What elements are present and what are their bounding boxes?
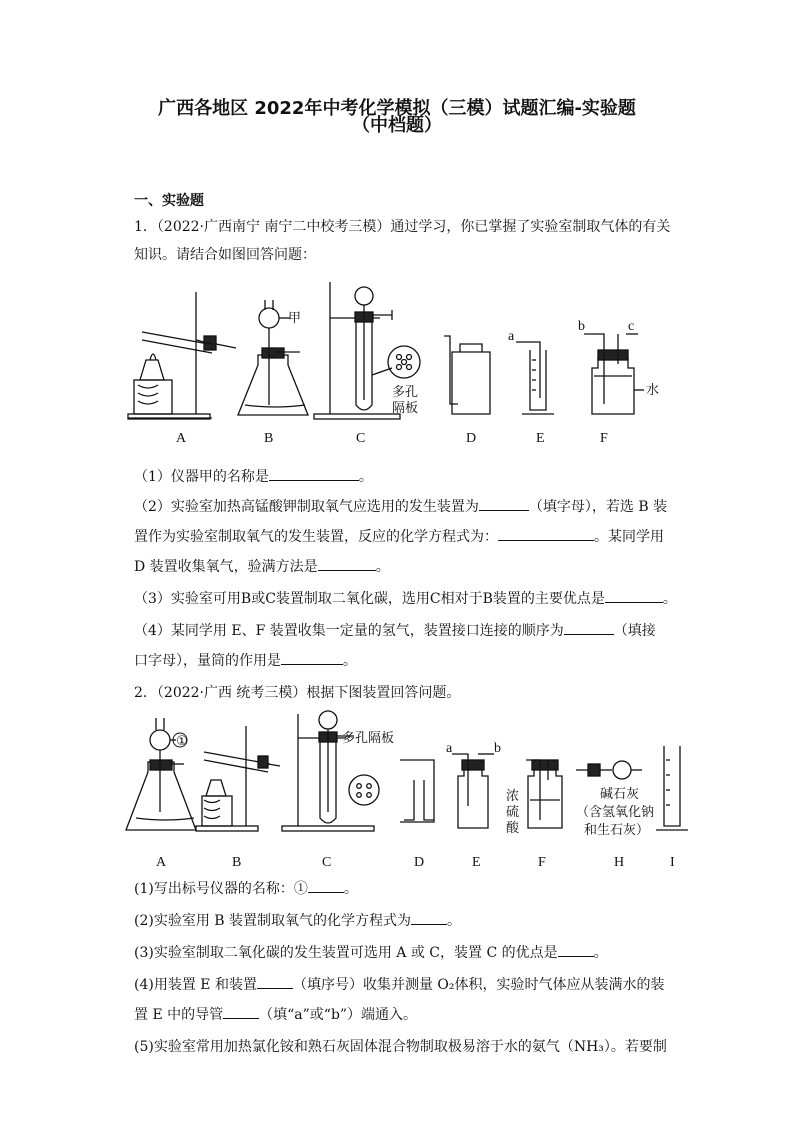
q1-label-port-a: a xyxy=(508,329,515,344)
q1-label-f: F xyxy=(600,431,608,446)
q1-part2-cont: 置作为实验室制取氧气的发生装置，反应的化学方程式为： 。某同学用 xyxy=(134,529,664,545)
q2-label-port-b: b xyxy=(494,741,501,756)
q2-label-port-a: a xyxy=(446,741,453,756)
q2-part2: (2)实验室用 B 装置制取氧气的化学方程式为 。 xyxy=(134,913,462,929)
q2-label-acid2: 硫 xyxy=(506,805,520,820)
q2-stem: 2．（2022·广西 统考三模）根据下图装置回答问题。 xyxy=(134,685,461,701)
page-title: 广西各地区 2022年中考化学模拟（三模）试题汇编-实验题 xyxy=(158,98,636,119)
q1-part4-cont: 口字母），量筒的作用是 。 xyxy=(134,653,357,669)
q2-label-soda1: 碱石灰 xyxy=(600,787,640,802)
q1-part2-cont2: D 装置收集氧气，验满方法是 。 xyxy=(134,559,390,575)
q1-part4: （4）某同学用 E、F 装置收集一定量的氢气，装置接口连接的顺序为 （填接 xyxy=(134,623,656,639)
q2-label-a: A xyxy=(156,855,167,870)
q2-part4-cont: 置 E 中的导管 （填“a”或“b”）端通入。 xyxy=(134,1007,418,1023)
q1-label-b: B xyxy=(264,431,274,446)
q1-label-port-c: c xyxy=(628,319,635,334)
q2-label-soda2: （含氢氧化钠 xyxy=(576,805,655,820)
q2-label-f: F xyxy=(538,855,546,870)
q1-stem-line1: 1．（2022·广西南宁 南宁二中校考三模）通过学习，你已掌握了实验室制取气体的有关 xyxy=(134,219,671,235)
q1-part2: （2）实验室加热高锰酸钾制取氧气应选用的发生装置为 （填字母），若选 B 装 xyxy=(134,499,668,515)
q1-label-porous1: 多孔 xyxy=(392,385,419,400)
q2-part5: (5)实验室常用加热氯化铵和熟石灰固体混合物制取极易溶于水的氨气（NH₃）。若要制 xyxy=(134,1039,667,1055)
q2-label-acid3: 酸 xyxy=(506,821,520,836)
q2-label-i: I xyxy=(670,855,675,870)
q1-label-c: C xyxy=(356,431,366,446)
q1-part3: （3）实验室可用B或C装置制取二氧化碳，选用C相对于B装置的主要优点是 。 xyxy=(134,591,677,607)
q1-label-a: A xyxy=(176,431,187,446)
q2-label-circle1: ① xyxy=(176,734,188,749)
q1-label-e: E xyxy=(536,431,545,446)
q1-label-water: 水 xyxy=(646,383,660,398)
q2-label-h: H xyxy=(614,855,625,870)
q1-stem-line2: 知识。请结合如图回答问题： xyxy=(134,247,316,263)
q2-label-porous: 多孔隔板 xyxy=(342,731,395,746)
q2-label-c: C xyxy=(322,855,332,870)
q1-part1: （1）仪器甲的名称是 。 xyxy=(134,469,373,485)
q1-label-d: D xyxy=(466,431,477,446)
page-subtitle: （中档题） xyxy=(352,115,442,136)
q2-part4: (4)用装置 E 和装置 （填序号）收集并测量 O₂体积，实验时气体应从装满水的装 xyxy=(134,977,665,993)
q2-label-e: E xyxy=(472,855,481,870)
q2-part1: (1)写出标号仪器的名称：① 。 xyxy=(134,881,358,897)
q2-part3: (3)实验室制取二氧化碳的发生装置可选用 A 或 C，装置 C 的优点是 。 xyxy=(134,945,608,961)
q2-label-d: D xyxy=(414,855,425,870)
q2-label-b: B xyxy=(232,855,242,870)
q2-label-acid1: 浓 xyxy=(506,789,520,804)
q2-label-soda3: 和生石灰） xyxy=(584,823,650,838)
q1-label-porous2: 隔板 xyxy=(392,401,419,416)
q1-label-port-b: b xyxy=(578,319,585,334)
section-heading: 一、实验题 xyxy=(134,193,204,209)
q1-label-jia: 甲 xyxy=(288,311,302,326)
